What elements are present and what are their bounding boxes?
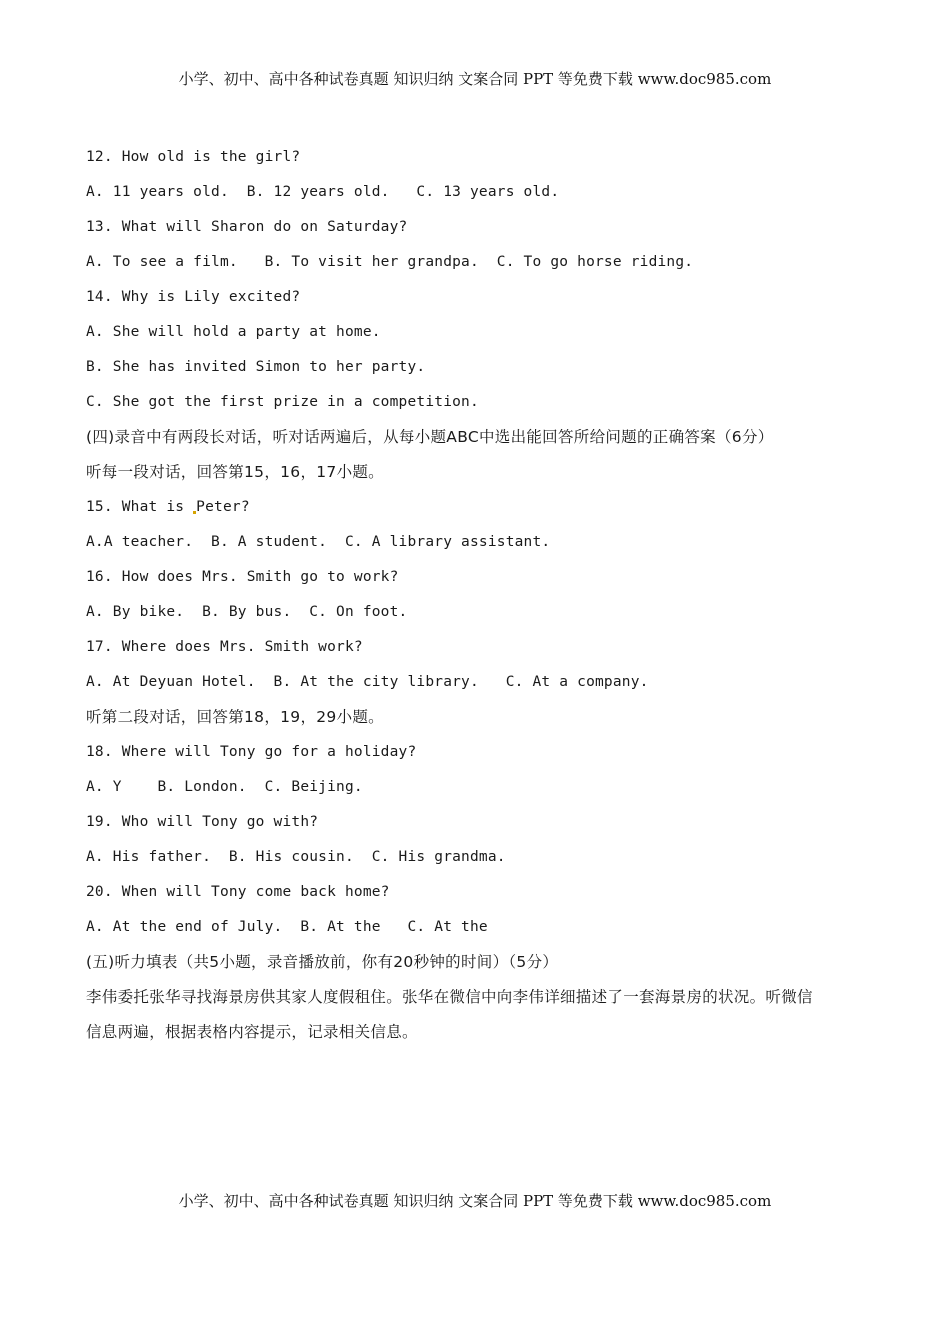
question-19: 19. Who will Tony go with? (86, 814, 319, 830)
question-15 (86, 494, 876, 529)
question-13: 13. What will Sharon do on Saturday? (86, 219, 408, 235)
question-14: 14. Why is Lily excited? (86, 289, 301, 305)
options-19: A. His father. B. His cousin. C. His grandma. (86, 849, 506, 865)
options-16: A. By bike. B. By bus. C. On foot. (86, 604, 408, 620)
options-18: A. Y B. London. C. Beijing. (86, 779, 363, 795)
section-5-instructions: (五)听力填表（共5小题，录音播放前，你有20秒钟的时间）（5分） (86, 953, 559, 971)
options-13: A. To see a film. B. To visit her grandpa. C. To go horse riding. (86, 254, 694, 270)
options-17: A. At Deyuan Hotel. B. At the city library. C. At a company. (86, 674, 649, 690)
exam-content (86, 144, 876, 1054)
dialogue-2-instructions: 听第二段对话，回答第18，19，29小题。 (86, 708, 384, 726)
section-5-description-1: 李伟委托张华寻找海景房供其家人度假租住。张华在微信中向李伟详细描述了一套海景房的状况。听微信 (86, 988, 813, 1006)
question-12: 12. How old is the girl? (86, 149, 301, 165)
question-20: 20. When will Tony come back home? (86, 884, 390, 900)
page-footer: 小学、初中、高中各种试卷真题 知识归纳 文案合同 PPT 等免费下载 www.doc985.com (178, 1192, 772, 1210)
options-12: A. 11 years old. B. 12 years old. C. 13 years old. (86, 184, 560, 200)
option-14-c: C. She got the first prize in a competition. (86, 394, 479, 410)
question-17: 17. Where does Mrs. Smith work? (86, 639, 363, 655)
options-15: A.A teacher. B. A student. C. A library assistant. (86, 534, 551, 550)
dialogue-1-instructions: 听每一段对话，回答第15，16，17小题。 (86, 463, 384, 481)
question-18: 18. Where will Tony go for a holiday? (86, 744, 417, 760)
page-header: 小学、初中、高中各种试卷真题 知识归纳 文案合同 PPT 等免费下载 www.doc985.com (178, 70, 772, 88)
option-14-b: B. She has invited Simon to her party. (86, 359, 426, 375)
question-15-tail: Peter? (196, 499, 250, 515)
options-20: A. At the end of July. B. At the C. At the (86, 919, 488, 935)
question-15-text: 15. What is (86, 499, 194, 515)
section-5-description-2: 信息两遍，根据表格内容提示，记录相关信息。 (86, 1023, 418, 1041)
option-14-a: A. She will hold a party at home. (86, 324, 381, 340)
question-16: 16. How does Mrs. Smith go to work? (86, 569, 399, 585)
section-4-instructions: (四)录音中有两段长对话，听对话两遍后，从每小题ABC中选出能回答所给问题的正确答案（6分） (86, 428, 774, 446)
